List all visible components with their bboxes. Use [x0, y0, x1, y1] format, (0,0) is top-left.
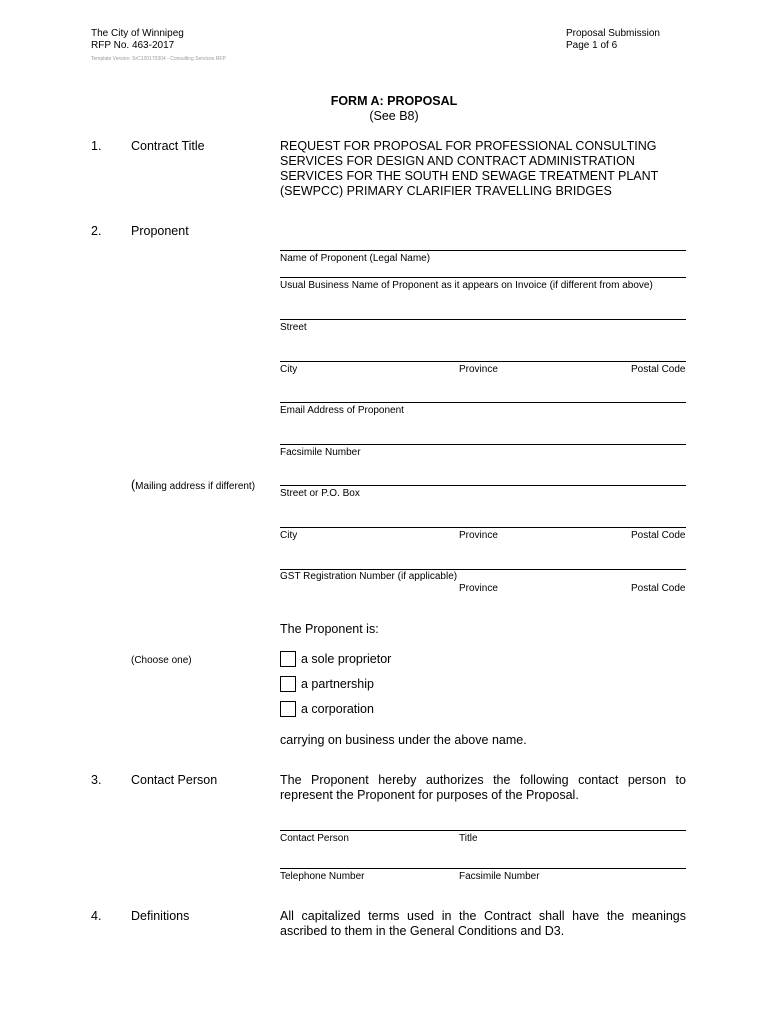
street-label: Street: [280, 322, 307, 333]
corporation-checkbox[interactable]: [280, 701, 296, 717]
section3-label: Contact Person: [131, 773, 218, 787]
section3-number: 3.: [91, 773, 102, 787]
corporation-label: a corporation: [301, 702, 374, 716]
section2-number: 2.: [91, 224, 102, 238]
header-page: Page 1 of 6: [566, 40, 618, 51]
postal-code-label: Postal Code: [631, 364, 686, 375]
form-subtitle: (See B8): [369, 109, 419, 123]
section1-number: 1.: [91, 139, 102, 153]
partnership-label: a partnership: [301, 677, 374, 691]
mailing-street-label: Street or P.O. Box: [280, 488, 360, 499]
section4-label: Definitions: [131, 909, 190, 923]
header-rfp-number: RFP No. 463-2017: [91, 40, 175, 51]
contact-person-line[interactable]: [280, 830, 686, 831]
gst-label: GST Registration Number (if applicable): [280, 571, 458, 582]
mailing-street-line[interactable]: [280, 485, 686, 486]
mailing-address-note: [131, 476, 255, 494]
gst-province-label: Province: [459, 583, 498, 594]
mailing-province-label: Province: [459, 530, 498, 541]
mailing-paren: (: [131, 478, 136, 492]
mailing-city-label: City: [280, 530, 298, 541]
header-left: [91, 28, 184, 52]
fax-line[interactable]: [280, 444, 686, 445]
definitions-text: All capitalized terms used in the Contract shall have the meanings ascribed to them in the General Conditions and D3.: [280, 909, 686, 938]
header-city: The City of Winnipeg: [91, 28, 184, 39]
mailing-city-line[interactable]: [280, 527, 686, 528]
gst-line[interactable]: [280, 569, 686, 570]
contact-title-label: Title: [459, 833, 478, 844]
proponent-name-label: Name of Proponent (Legal Name): [280, 253, 431, 264]
contact-person-label: Contact Person: [280, 833, 349, 844]
template-version: Template Version: SrC120170304 - Consulting Services RFP: [91, 56, 226, 62]
header-submission: Proposal Submission: [566, 28, 660, 39]
gst-postal-label: Postal Code: [631, 583, 686, 594]
email-label: Email Address of Proponent: [280, 405, 404, 416]
partnership-checkbox[interactable]: [280, 676, 296, 692]
section2-label: Proponent: [131, 224, 189, 238]
province-label: Province: [459, 364, 498, 375]
sole-proprietor-checkbox[interactable]: [280, 651, 296, 667]
contract-title-text: REQUEST FOR PROPOSAL FOR PROFESSIONAL CONSULTING SERVICES FOR DESIGN AND CONTRACT ADMINISTRATION SERVICES FOR THE SOUTH END SEWAGE TREATMENT PLANT (SEWPCC) PRIMARY CLARIFIER TRAVELLING BRIDGES: [280, 139, 659, 198]
mailing-label: Mailing address if different): [135, 481, 256, 492]
business-name-label: Usual Business Name of Proponent as it appears on Invoice (if different from above): [280, 280, 653, 291]
fax-label: Facsimile Number: [280, 447, 361, 458]
email-line[interactable]: [280, 402, 686, 403]
city-line[interactable]: [280, 361, 686, 362]
proponent-is-heading: The Proponent is:: [280, 622, 379, 636]
header-right: [566, 28, 660, 52]
contact-authorization-text: The Proponent hereby authorizes the following contact person to represent the Proponent for purposes of the Proposal.: [280, 773, 686, 802]
city-label: City: [280, 364, 298, 375]
section4-number: 4.: [91, 909, 102, 923]
section1-label: Contract Title: [131, 139, 205, 153]
street-line[interactable]: [280, 319, 686, 320]
proponent-name-line[interactable]: [280, 250, 686, 251]
sole-proprietor-label: a sole proprietor: [301, 652, 392, 666]
telephone-label: Telephone Number: [280, 871, 365, 882]
telephone-line[interactable]: [280, 868, 686, 869]
choose-one-label: (Choose one): [131, 655, 192, 666]
contact-fax-label: Facsimile Number: [459, 871, 540, 882]
business-name-line[interactable]: [280, 277, 686, 278]
mailing-postal-label: Postal Code: [631, 530, 686, 541]
form-title: FORM A: PROPOSAL: [330, 94, 458, 108]
carrying-on-text: carrying on business under the above name.: [280, 733, 527, 747]
